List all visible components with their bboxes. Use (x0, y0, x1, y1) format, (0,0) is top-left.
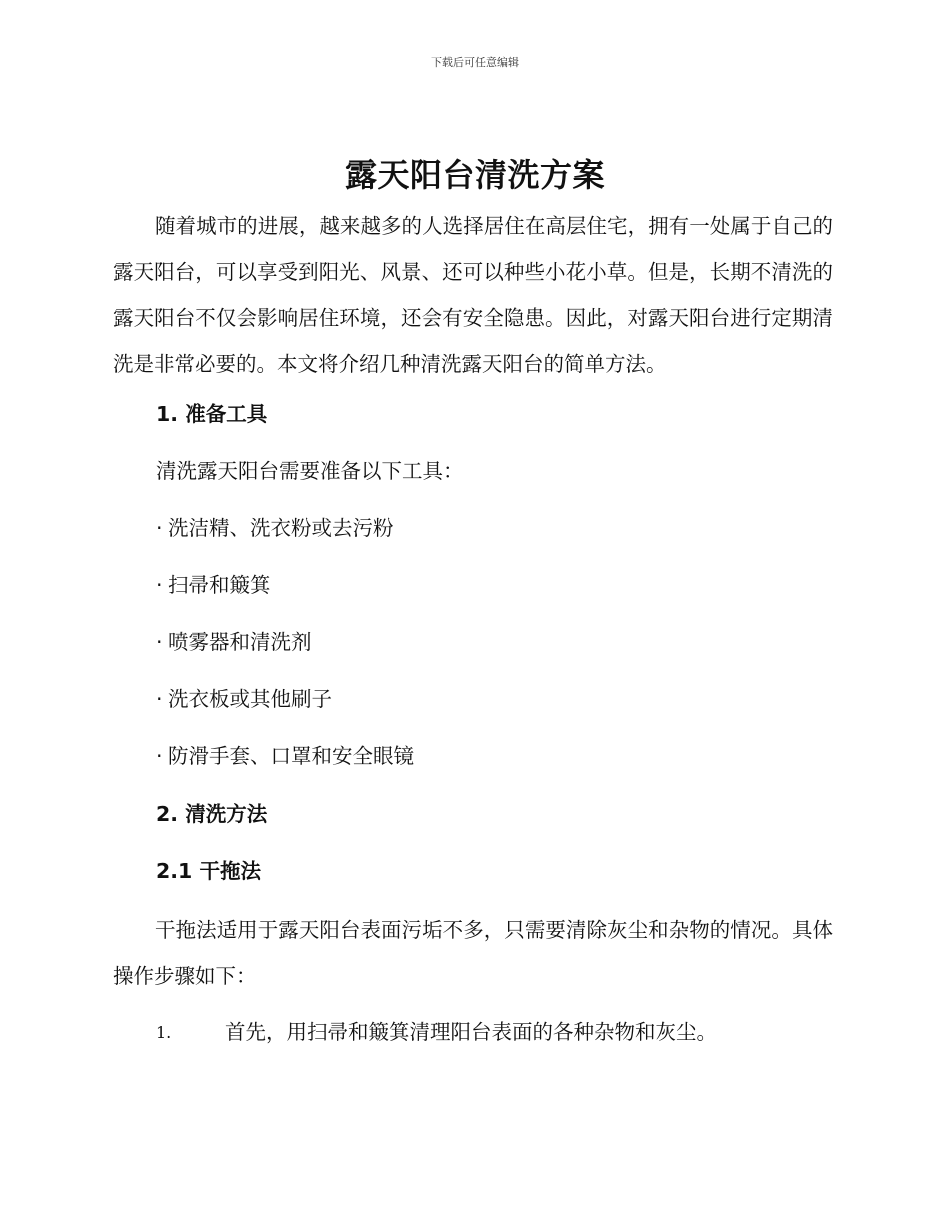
document-title: 露天阳台清洗方案 (344, 156, 605, 194)
tool-list-item (156, 685, 332, 713)
tool-list-item-label: 喷雾器和清洗剂 (168, 630, 312, 654)
header-note: 下载后可任意编辑 (431, 56, 519, 69)
bullet-icon: · (156, 744, 163, 768)
section2-1-heading: 2.1 干拖法 (156, 859, 261, 883)
tool-list-item (156, 628, 312, 656)
bullet-icon: · (156, 573, 163, 597)
section1-lead: 清洗露天阳台需要准备以下工具： (156, 459, 464, 483)
tool-list-item (156, 514, 394, 542)
tool-list-item-label: 扫帚和簸箕 (168, 573, 271, 597)
section1-heading: 1. 准备工具 (156, 402, 268, 426)
tool-list-item (156, 742, 414, 770)
bullet-icon: · (156, 630, 163, 654)
tool-list-item-label: 洗洁精、洗衣粉或去污粉 (168, 516, 394, 540)
tool-list-item (156, 571, 271, 599)
step-text: 首先，用扫帚和簸箕清理阳台表面的各种杂物和灰尘。 (225, 1020, 717, 1044)
tool-list-item-label: 洗衣板或其他刷子 (168, 687, 332, 711)
section2-1-description: 干拖法适用于露天阳台表面污垢不多，只需要清除灰尘和杂物的情况。具体操作步骤如下： (113, 918, 833, 988)
bullet-icon: · (156, 516, 163, 540)
section2-heading: 2. 清洗方法 (156, 802, 268, 826)
tool-list-item-label: 防滑手套、口罩和安全眼镜 (168, 744, 414, 768)
step-number: 1. (156, 1023, 172, 1042)
intro-paragraph: 随着城市的进展，越来越多的人选择居住在高层住宅，拥有一处属于自己的露天阳台，可以享受到阳光、风景、还可以种些小花小草。但是，长期不清洗的露天阳台不仅会影响居住环境，还会有安全隐患。因此，对露天阳台进行定期清洗是非常必要的。本文将介绍几种清洗露天阳台的简单方法。 (113, 214, 833, 376)
bullet-icon: · (156, 687, 163, 711)
